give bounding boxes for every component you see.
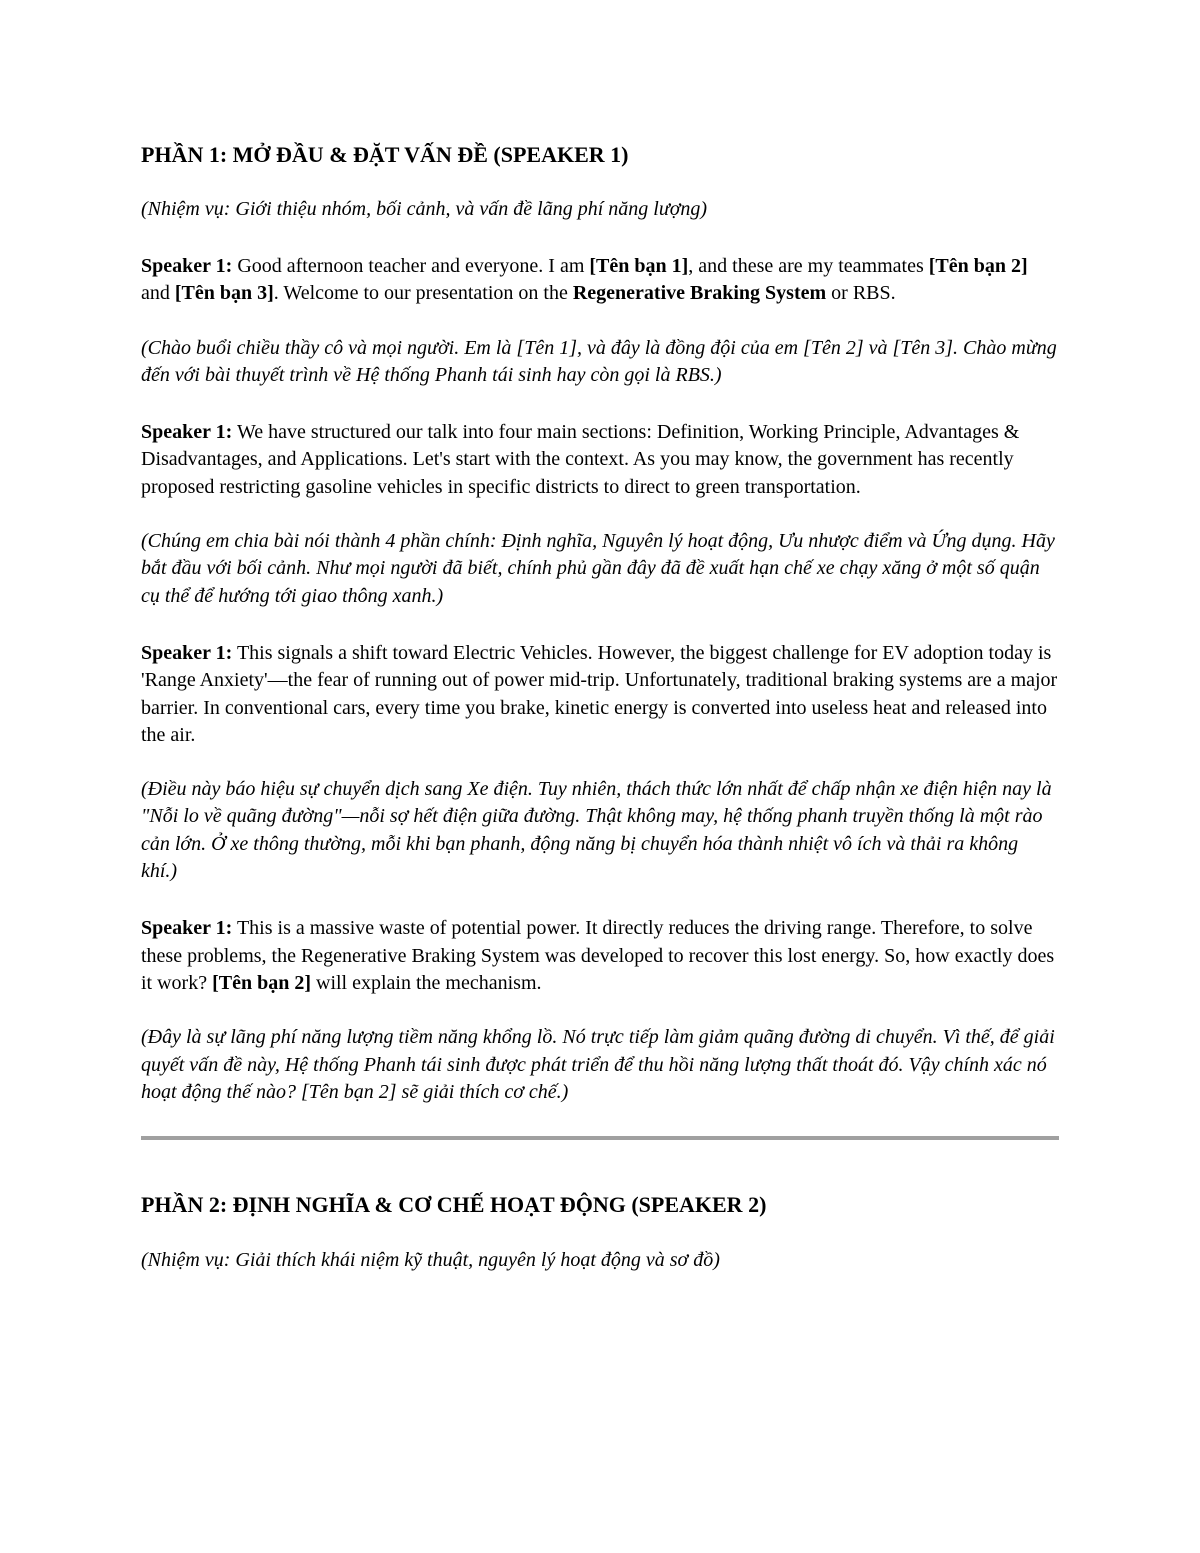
section1-task: (Nhiệm vụ: Giới thiệu nhóm, bối cảnh, và vấn đề lãng phí năng lượng) <box>141 198 708 220</box>
section-divider <box>141 1136 1059 1140</box>
translation-paragraph-3: (Điều này báo hiệu sự chuyển dịch sang Xe điện. Tuy nhiên, thách thức lớn nhất để chấp nhận xe điện hiện nay là "Nỗi lo về quãng đường"—nỗi sợ hết điện giữa đường. Thật không may, hệ thống phanh truyền thống là một rào cản lớn. Ở xe thông thường, mỗi khi bạn phanh, động năng bị chuyển hóa thành nhiệt vô ích và thải ra không khí.) <box>141 778 1052 883</box>
speaker1-paragraph-2 <box>141 419 1059 501</box>
translation-paragraph-2: (Chúng em chia bài nói thành 4 phần chính: Định nghĩa, Nguyên lý hoạt động, Ưu nhược điểm và Ứng dụng. Hãy bắt đầu với bối cảnh. Như mọi người đã biết, chính phủ gần đây đã đề xuất hạn chế xe chạy xăng ở một số quận cụ thể để hướng tới giao thông xanh.) <box>141 530 1055 607</box>
name-placeholder-3: [Tên bạn 3] <box>174 282 274 305</box>
name-placeholder-1: [Tên bạn 1] <box>589 255 689 277</box>
translation-paragraph-1: (Chào buổi chiều thầy cô và mọi người. Em là [Tên 1], và đây là đồng đội của em [Tên 2] và [Tên 3]. Chào mừng đến với bài thuyết trình về Hệ thống Phanh tái sinh hay còn gọi là RBS.) <box>141 336 1057 386</box>
paragraph-text: This signals a shift toward Electric Vehicles. However, the biggest challenge for EV adoption today is 'Range Anxiety'—the fear of running out of power mid-trip. Unfortunately, traditional braking systems are a major barrier. In conventional cars, every time you brake, kinetic energy is converted into useless heat and released into the air. <box>141 641 1058 746</box>
paragraph-text: We have structured our talk into four main sections: Definition, Working Principle, Advantages & Disadvantages, and Applications. Let's start with the context. As you may know, the government has recently proposed restricting gasoline vehicles in specific districts to direct to green transportation. <box>141 421 1020 498</box>
document-page <box>141 140 1059 1274</box>
section1-heading: PHẦN 1: MỞ ĐẦU & ĐẶT VẤN ĐỀ (SPEAKER 1) <box>141 142 629 167</box>
speaker-label: Speaker 1: <box>141 421 233 444</box>
name-placeholder-2: [Tên bạn 2] <box>212 971 311 994</box>
paragraph-text: , and these are my teammates <box>688 255 929 277</box>
paragraph-text: Good afternoon teacher and everyone. I am <box>232 255 590 277</box>
speaker1-paragraph-1 <box>141 253 1059 308</box>
section2-heading: PHẦN 2: ĐỊNH NGHĨA & CƠ CHẾ HOẠT ĐỘNG (SPEAKER 2) <box>141 1192 767 1218</box>
paragraph-text: will explain the mechanism. <box>311 971 542 994</box>
speaker-label: Speaker 1: <box>141 255 233 277</box>
paragraph-text: . Welcome to our presentation on the <box>273 282 573 305</box>
paragraph-text: or RBS. <box>826 282 896 305</box>
paragraph-text: This is a massive waste of potential power. It directly reduces the driving range. Therefore, to solve these problems, the Regenerative Braking System was developed to recover this lost energy. So, how exactly does it work? <box>141 917 1055 994</box>
translation-paragraph-4: (Đây là sự lãng phí năng lượng tiềm năng khổng lồ. Nó trực tiếp làm giảm quãng đường di chuyển. Vì thế, để giải quyết vấn đề này, Hệ thống Phanh tái sinh được phát triển để thu hồi năng lượng thất thoát đó. Vậy chính xác nó hoạt động thế nào? [Tên bạn 2] sẽ giải thích cơ chế.) <box>141 1026 1055 1103</box>
section2-task: (Nhiệm vụ: Giải thích khái niệm kỹ thuật, nguyên lý hoạt động và sơ đồ) <box>141 1249 720 1272</box>
speaker1-paragraph-4 <box>141 915 1059 997</box>
system-name: Regenerative Braking System <box>572 282 827 305</box>
speaker1-paragraph-3 <box>141 640 1059 749</box>
speaker-label: Speaker 1: <box>141 641 233 664</box>
name-placeholder-2: [Tên bạn 2] <box>928 255 1028 277</box>
paragraph-text: and <box>141 282 175 305</box>
speaker-label: Speaker 1: <box>141 917 233 940</box>
